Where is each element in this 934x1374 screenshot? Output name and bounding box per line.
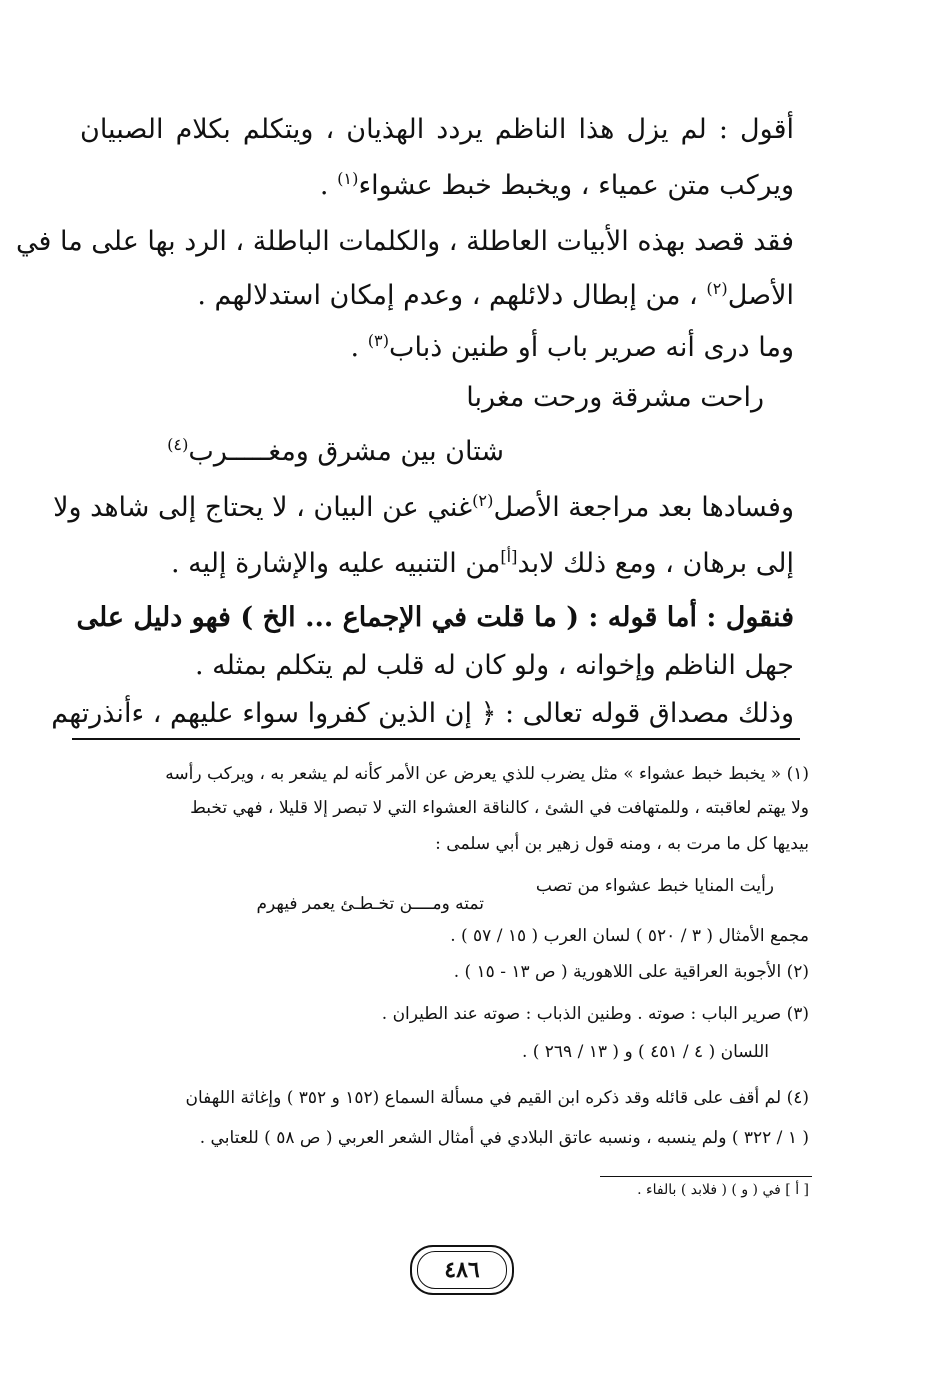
body-text: وما درى أنه صرير باب أو طنين ذباب <box>389 332 794 363</box>
body-text: ويركب متن عمياء ، ويخبط خبط عشواء <box>358 170 794 201</box>
footnote-verse: رأيت المنايا خبط عشواء من تصب <box>535 876 774 896</box>
body-text: . <box>319 170 338 201</box>
body-line-10 <box>51 694 794 734</box>
footnote-text: (٢) الأجوبة العراقية على اللاهورية ( ص ١٣ - ١٥ ) . <box>453 962 809 982</box>
footnote-text: مجمع الأمثال ( ٣ / ٥٢٠ ) لسان العرب ( ١٥ / ٥٧ ) . <box>450 926 809 946</box>
body-line-5 <box>80 328 794 368</box>
body-text: جهل الناظم وإخوانه ، ولو كان له قلب لم يتكلم بمثله . <box>194 650 794 681</box>
footnote-3-line-1 <box>99 1000 809 1028</box>
footnote-1-line-4 <box>99 922 809 950</box>
body-text: ، من إبطال دلائلهم ، وعدم إمكان استدلالهم . <box>197 280 707 311</box>
footnote-text: اللسان ( ٤ / ٤٥١ ) و ( ١٣ / ٢٦٩ ) . <box>521 1042 769 1062</box>
body-text: غني عن البيان ، لا يحتاج إلى شاهد ولا <box>53 492 473 523</box>
body-line-7 <box>80 544 794 584</box>
body-line-9 <box>80 646 794 686</box>
verse-line-1 <box>466 378 764 418</box>
footnote-text: ولا يهتم لعاقبته ، وللمتهافت في الشئ ، كالناقة العشواء التي لا تبصر إلا قليلا ، فهي تخبط <box>190 798 809 818</box>
body-line-3 <box>16 222 794 262</box>
page-number-badge <box>410 1245 514 1295</box>
body-line-2 <box>80 166 794 206</box>
body-text: فنقول : أما قوله : ( ما قلت في الإجماع ... الخ ) فهو دليل على <box>76 602 794 633</box>
footnote-text: (٣) صرير الباب : صوته . وطنين الذباب : صوته عند الطيران . <box>381 1004 809 1024</box>
footnote-ref: (٤) <box>167 435 189 454</box>
note-ref: [أ] <box>500 547 518 566</box>
body-text: . <box>350 332 368 363</box>
footnote-ref: (٢) <box>706 279 728 298</box>
body-text: أقول : لم يزل هذا الناظم يردد الهذيان ، ويتكلم بكلام الصبيان <box>80 114 794 145</box>
footnote-text: (١) « يخبط خبط عشواء » مثل يضرب للذي يعرض عن الأمر كأنه لم يشعر به ، ويركب رأسه <box>165 764 809 784</box>
body-text: وفسادها بعد مراجعة الأصل <box>493 492 794 523</box>
body-text: وذلك مصداق قوله تعالى : ﴿ إن الذين كفروا سواء عليهم ، ءأنذرتهم <box>51 698 794 729</box>
body-line-4 <box>80 276 794 316</box>
verse-text: شتان بين مشرق ومغـــــرب <box>188 436 504 467</box>
body-text: من التنبيه عليه والإشارة إليه . <box>171 548 501 579</box>
footnote-text: (٤) لم أقف على قائله وقد ذكره ابن القيم في مسألة السماع (١٥٢ و ٣٥٢ ) وإغاثة اللهفان <box>185 1088 809 1108</box>
verse-text: راحت مشرقة ورحت مغربا <box>466 382 764 413</box>
footnote-text: بيديها كل ما مرت به ، ومنه قول زهير بن أبي سلمى : <box>435 834 809 854</box>
editorial-note <box>99 1176 809 1204</box>
note-text: [ أ ] في ( و ) ( فلابد ) بالفاء . <box>637 1182 809 1198</box>
footnote-2 <box>99 958 809 986</box>
footnote-1-line-3 <box>99 830 809 858</box>
page-number: ٤٨٦ <box>444 1257 480 1283</box>
footnote-text: ( ١ / ٣٢٢ ) ولم ينسبه ، ونسبه عاتق البلادي في أمثال الشعر العربي ( ص ٥٨ ) للعتابي . <box>199 1128 809 1148</box>
footnote-1-verse-a <box>536 872 774 900</box>
body-text: إلى برهان ، ومع ذلك لابد <box>517 548 794 579</box>
page-number-frame <box>417 1251 507 1289</box>
footnote-1-line-2 <box>99 794 809 822</box>
footnote-ref: (٢) <box>472 491 494 510</box>
verse-line-2 <box>167 432 504 472</box>
body-line-8 <box>76 598 794 638</box>
footnote-1-verse-b <box>256 890 484 918</box>
footnote-ref: (١) <box>337 169 359 188</box>
footnote-4-line-1 <box>99 1084 809 1112</box>
footnote-divider <box>72 738 800 740</box>
body-text: فقد قصد بهذه الأبيات العاطلة ، والكلمات الباطلة ، الرد بها على ما في <box>16 226 794 257</box>
footnote-3-line-2 <box>99 1038 769 1066</box>
footnote-4-line-2 <box>99 1124 809 1152</box>
body-line-6 <box>53 488 794 528</box>
body-line-1 <box>80 110 794 150</box>
footnote-verse: تمته ومــــن تخـطـئ يعمر فيهرم <box>256 894 484 914</box>
body-text: الأصل <box>727 280 794 311</box>
footnote-ref: (٣) <box>367 331 390 350</box>
footnote-1-line-1 <box>99 760 809 788</box>
